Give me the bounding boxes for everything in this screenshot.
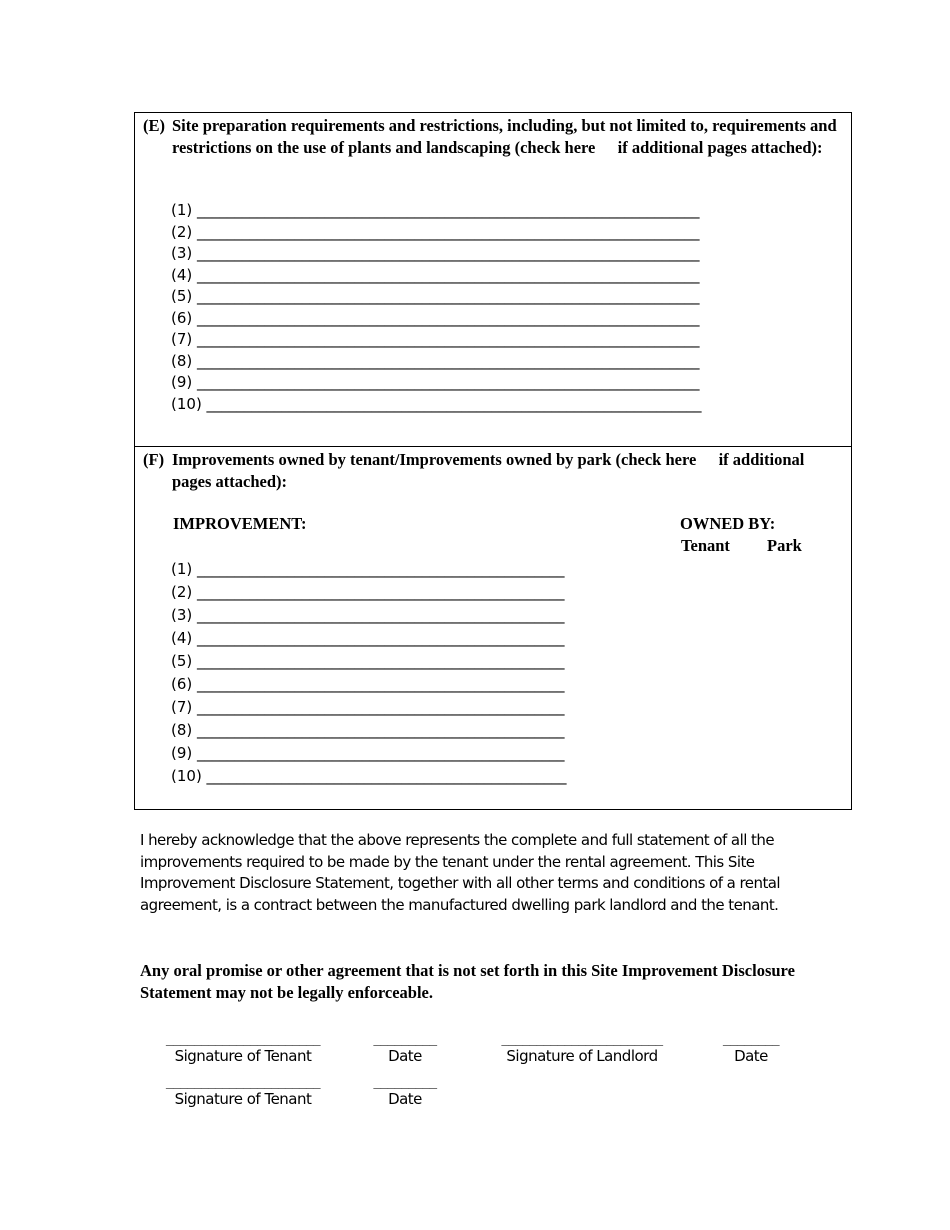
- date-label: Date: [388, 1090, 422, 1108]
- section-e-line[interactable]: (2) ___________________________________________________________________: [171, 222, 700, 241]
- owned-by-column-label: OWNED BY:: [680, 514, 776, 533]
- tenant-signature-line[interactable]: ______________________: [166, 1030, 320, 1046]
- tenant-signature-block-2: [140, 1073, 346, 1109]
- section-e-line[interactable]: (9) ___________________________________________________________________: [171, 373, 700, 391]
- section-f-line[interactable]: (8) _________________________________________________: [171, 721, 565, 739]
- landlord-signature-label: Signature of Landlord: [506, 1047, 658, 1065]
- tenant-signature-label: Signature of Tenant: [174, 1047, 312, 1065]
- improvement-column-label: IMPROVEMENT:: [173, 514, 307, 533]
- section-e-heading-end: if additional pages attached):: [617, 138, 823, 157]
- park-column-label: Park: [767, 536, 802, 555]
- acknowledgement-paragraph: I hereby acknowledge that the above represents the complete and full statement of all the improvements required to be made by the tenant under the rental agreement. This Site Improvement Disclosure Statement, together with all other terms and conditions of a rental agreement, is a contract between the manufactured dwelling park landlord and the tenant.: [140, 831, 781, 914]
- section-e-box: [134, 112, 852, 447]
- section-e-line[interactable]: (1) ___________________________________________________________________: [171, 201, 700, 219]
- tenant-signature-line[interactable]: ______________________: [166, 1073, 320, 1089]
- section-e-heading-text: Site preparation requirements and restrictions, including, but not limited to, requirements and restrictions on the use of plants and landscaping (check here: [172, 116, 837, 157]
- section-e-line[interactable]: (10) __________________________________________________________________: [171, 394, 702, 413]
- section-f-heading-text: Improvements owned by tenant/Improvements owned by park (check here: [172, 450, 697, 469]
- date-label: Date: [734, 1047, 768, 1065]
- section-e-line[interactable]: (3) ___________________________________________________________________: [171, 244, 700, 262]
- date-label: Date: [388, 1047, 422, 1065]
- landlord-date-block: [712, 1030, 790, 1066]
- date-line[interactable]: _________: [373, 1073, 437, 1089]
- section-e-line[interactable]: (5) ___________________________________________________________________: [171, 287, 700, 305]
- section-f-line[interactable]: (10) ________________________________________________: [171, 767, 567, 785]
- section-e-letter: (E): [143, 116, 165, 135]
- section-f-letter: (F): [143, 450, 165, 469]
- section-f-line[interactable]: (7) _________________________________________________: [171, 698, 565, 716]
- section-f-heading-end: if additional pages attached):: [172, 450, 805, 491]
- section-e-line[interactable]: (7) ___________________________________________________________________: [171, 330, 700, 348]
- section-e-lines: [171, 200, 821, 415]
- tenant-date-block-2: [362, 1073, 448, 1109]
- section-f-line[interactable]: (9) _________________________________________________: [171, 744, 565, 762]
- section-f-lines: [171, 558, 651, 788]
- section-f-box: [134, 446, 852, 810]
- section-f-line[interactable]: (5) _________________________________________________: [171, 652, 565, 670]
- date-line[interactable]: _________: [373, 1030, 437, 1046]
- section-e-line[interactable]: (8) ___________________________________________________________________: [171, 351, 700, 370]
- date-line[interactable]: ________: [723, 1030, 779, 1046]
- section-e-line[interactable]: (6) ___________________________________________________________________: [171, 308, 700, 327]
- section-f-line[interactable]: (6) _________________________________________________: [171, 675, 565, 693]
- section-f-line[interactable]: (2) _________________________________________________: [171, 583, 565, 601]
- tenant-signature-block-1: [140, 1030, 346, 1066]
- section-f-line[interactable]: (4) _________________________________________________: [171, 629, 565, 647]
- landlord-signature-line[interactable]: _______________________: [501, 1030, 663, 1046]
- enforceability-warning: Any oral promise or other agreement that is not set forth in this Site Improvement Disclosure Statement may not be legally enforceable.: [140, 961, 795, 1002]
- section-f-line[interactable]: (3) _________________________________________________: [171, 606, 565, 624]
- tenant-date-block-1: [362, 1030, 448, 1066]
- section-e-line[interactable]: (4) ___________________________________________________________________: [171, 265, 700, 284]
- tenant-signature-label: Signature of Tenant: [174, 1090, 312, 1108]
- landlord-signature-block: [474, 1030, 690, 1066]
- section-f-line[interactable]: (1) _________________________________________________: [171, 560, 565, 578]
- tenant-column-label: Tenant: [681, 536, 730, 555]
